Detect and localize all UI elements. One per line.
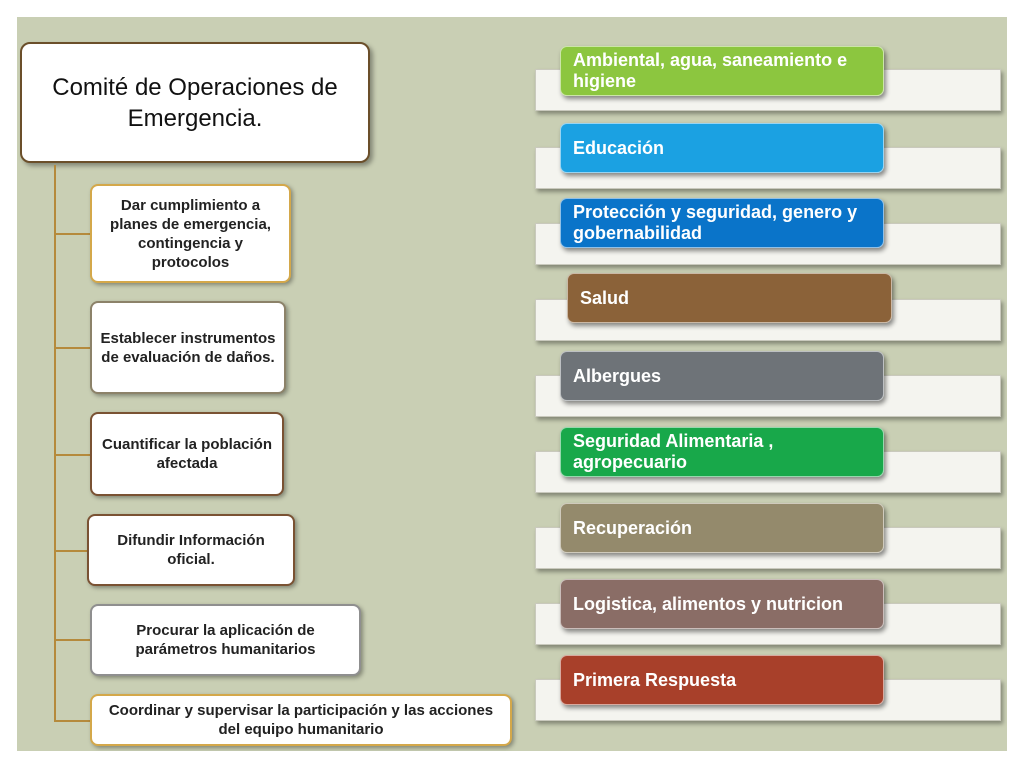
root-node-committee — [20, 42, 370, 163]
function-node — [90, 694, 512, 746]
function-node — [90, 301, 286, 394]
function-node-label: Establecer instrumentos de evaluación de daños. — [100, 329, 276, 366]
mesa-pill — [560, 46, 884, 96]
function-node — [90, 604, 361, 676]
tree-branch-line — [54, 347, 90, 349]
tree-branch-line — [54, 639, 90, 641]
mesa-pill — [560, 123, 884, 173]
function-node — [87, 514, 295, 586]
function-node — [90, 412, 284, 496]
function-node-label: Dar cumplimiento a planes de emergencia, contingencia y protocolos — [110, 196, 271, 271]
mesa-label: Albergues — [573, 365, 662, 386]
mesa-label: Recuperación — [573, 517, 693, 538]
function-node — [90, 184, 291, 283]
mesa-pill — [560, 427, 884, 477]
tree-branch-line — [54, 233, 90, 235]
tree-branch-line — [54, 454, 90, 456]
mesa-pill — [560, 198, 884, 248]
root-node-label: Comité de Operaciones de Emergencia. — [52, 73, 338, 132]
function-node-label: Difundir Información oficial. — [117, 532, 265, 568]
function-node-label: Procurar la aplicación de parámetros humanitarios — [135, 622, 316, 658]
tree-trunk-line — [54, 165, 56, 721]
slide-background — [17, 17, 1007, 751]
mesa-label: Primera Respuesta — [573, 669, 737, 690]
mesa-pill — [560, 503, 884, 553]
mesa-label: Protección y seguridad, genero y gobernabilidad — [573, 202, 858, 243]
tree-branch-line — [54, 550, 87, 552]
mesa-label: Salud — [580, 287, 630, 308]
mesa-label: Seguridad Alimentaria , agropecuario — [573, 431, 774, 472]
function-node-label: Cuantificar la población afectada — [101, 436, 273, 472]
mesa-pill — [560, 655, 884, 705]
function-node-label: Coordinar y supervisar la participación y las acciones del equipo humanitario — [108, 702, 494, 738]
mesa-pill — [560, 579, 884, 629]
mesa-pill — [560, 351, 884, 401]
mesa-pill — [567, 273, 892, 323]
mesa-label: Educación — [573, 137, 665, 158]
mesa-label: Logistica, alimentos y nutricion — [573, 593, 844, 614]
tree-branch-line — [54, 720, 90, 722]
mesa-label: Ambiental, agua, saneamiento e higiene — [573, 50, 848, 91]
